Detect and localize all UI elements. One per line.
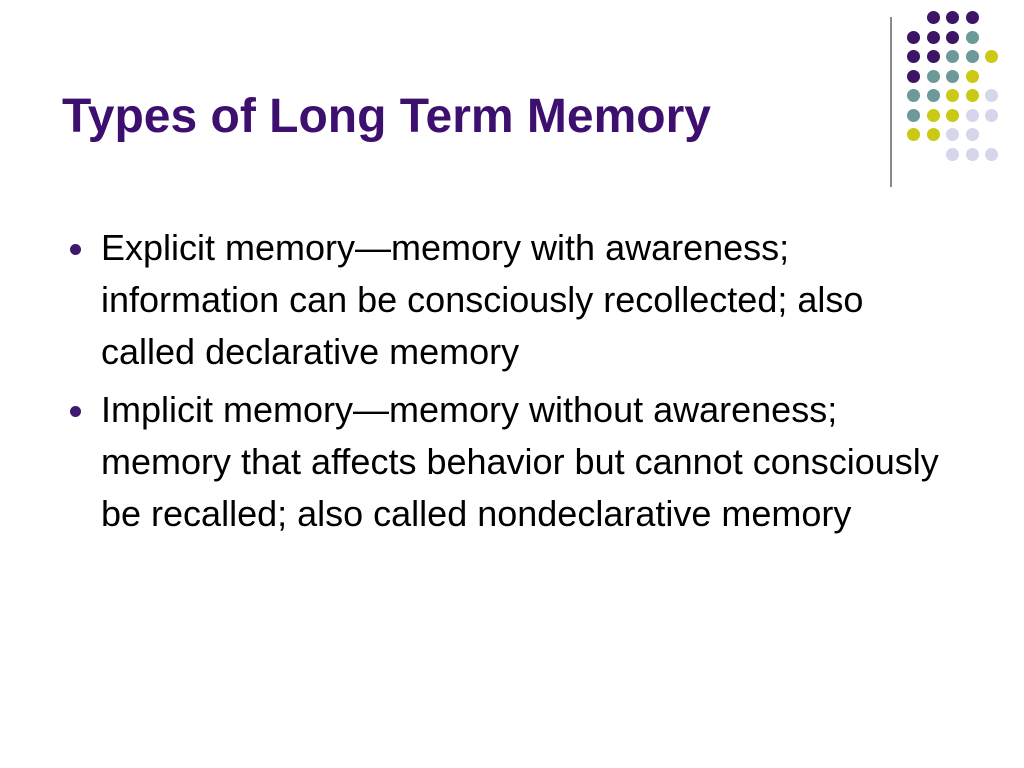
bullet-list	[70, 222, 970, 546]
decorative-dot-yellow	[927, 109, 940, 122]
decorative-dot-lavender	[946, 128, 959, 141]
decorative-dot-teal	[946, 70, 959, 83]
decorative-dot-yellow	[966, 89, 979, 102]
decorative-dot-purple	[907, 31, 920, 44]
decorative-dot-lavender	[985, 148, 998, 161]
decorative-dot-yellow	[946, 89, 959, 102]
decorative-dot-lavender	[966, 148, 979, 161]
decorative-dot-lavender	[966, 128, 979, 141]
decorative-dot-purple	[946, 11, 959, 24]
bullet-text: Implicit memory—memory without awareness; memory that affects behavior but cannot consciously be recalled; also called nondeclarative memory	[101, 389, 939, 534]
decorative-dot-purple	[907, 50, 920, 63]
decorative-dot-grid	[904, 10, 1014, 170]
bullet-dot-icon	[70, 244, 81, 255]
decorative-dot-teal	[966, 50, 979, 63]
decorative-dot-lavender	[946, 148, 959, 161]
decorative-dot-yellow	[907, 128, 920, 141]
decorative-dot-teal	[927, 89, 940, 102]
decorative-dot-teal	[907, 89, 920, 102]
decorative-dot-lavender	[985, 89, 998, 102]
bullet-dot-icon	[70, 406, 81, 417]
decorative-dot-purple	[966, 11, 979, 24]
bullet-item-explicit-memory	[70, 222, 970, 378]
decorative-dot-teal	[946, 50, 959, 63]
decorative-dot-purple	[927, 11, 940, 24]
bullet-item-implicit-memory	[70, 384, 970, 540]
decorative-dot-lavender	[985, 109, 998, 122]
decorative-dot-yellow	[927, 128, 940, 141]
decorative-dot-purple	[946, 31, 959, 44]
decorative-dot-teal	[907, 109, 920, 122]
decorative-dot-teal	[966, 31, 979, 44]
decorative-dot-purple	[927, 50, 940, 63]
decorative-dot-lavender	[966, 109, 979, 122]
decorative-dot-purple	[927, 31, 940, 44]
bullet-text: Explicit memory—memory with awareness; information can be consciously recollected; also called declarative memory	[101, 227, 864, 372]
decorative-dot-yellow	[946, 109, 959, 122]
decorative-dot-purple	[907, 70, 920, 83]
decorative-dot-teal	[927, 70, 940, 83]
decorative-dot-yellow	[985, 50, 998, 63]
vertical-divider	[890, 17, 892, 187]
slide-title: Types of Long Term Memory	[62, 90, 711, 143]
decorative-dot-yellow	[966, 70, 979, 83]
